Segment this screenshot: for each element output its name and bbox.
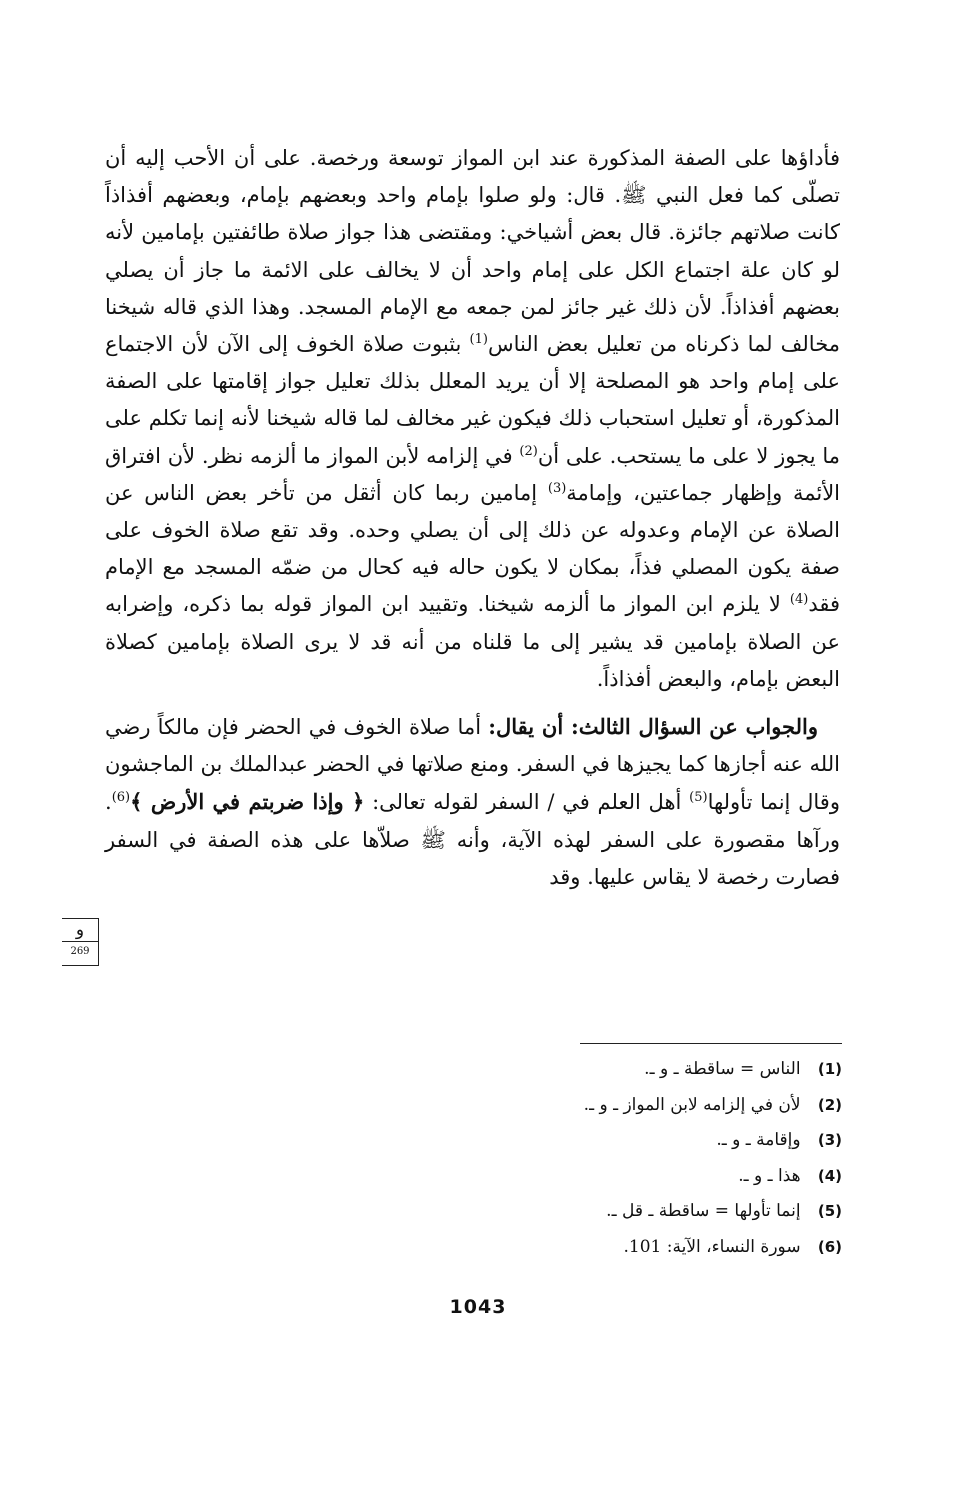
footnote-item (380, 1123, 842, 1159)
page-number: 1043 (449, 1296, 507, 1318)
footnote-ref-5[interactable]: (5) (689, 790, 708, 806)
paragraph-2 (105, 708, 840, 896)
manuscript-folio-marker (62, 918, 99, 966)
paragraph-1-text-c: في إلزامه لأبن المواز ما ألزمه نظر. لأن افتراق الأئمة وإظهار جماعتين، وإمامة (105, 443, 841, 505)
paragraph-1-text-e: لا يلزم ابن المواز ما ألزمه شيخنا. وتقييد ابن المواز قوله بما ذكره، وإضرابه عن الصلاة بإمامين قد يشير إلى ما قلناه من أنه قد لا يرى الصلاة بإمامين كصلاة البعض بإمام، والبعض أفذاذاً. (105, 592, 840, 691)
footnote-ref-1[interactable]: (1) (469, 332, 488, 348)
footnote-item (380, 1159, 842, 1195)
footnote-item (380, 1088, 842, 1124)
footnote-ref-6[interactable]: (6) (111, 790, 131, 806)
footnote-number: (2) (817, 1095, 842, 1114)
paragraph-2-text-a: أما صلاة الخوف في الحضر فإن مالكاً رضي الله عنه أجازها كما يجيزها في السفر. ومنع صلاتها في الحضر عبدالملك بن الماجشون وقال إنما تأولها (105, 715, 840, 815)
footnotes (380, 1052, 842, 1265)
paragraph-2-text-c: . ورآها مقصورة على السفر لهذه الآية، وأنه ﷺ صلاّها على هذه الصفة في السفر فصارت رخصة لا يقاس عليها. وقد (105, 790, 840, 889)
footnote-text: لأن في إلزامه لابن المواز ـ و ـ. (583, 1094, 801, 1115)
quran-quote: ﴿ وإذا ضربتم في الأرض ﴾ (130, 789, 365, 815)
paragraph-2-text-b: أهل العلم في / السفر لقوله تعالى: (364, 790, 690, 815)
main-text (105, 140, 840, 896)
footnote-text: إنما تأولها = ساقطة ـ قل ـ. (606, 1201, 801, 1221)
footnote-text: سورة النساء، الآية: 101. (623, 1236, 801, 1257)
footnote-ref-4[interactable]: (4) (789, 592, 809, 608)
footnote-text: هذا ـ و ـ. (738, 1165, 801, 1186)
folio-number: 269 (70, 946, 90, 957)
paragraph-1-text-b: بثبوت صلاة الخوف إلى الآن لأن الاجتماع على إمام واحد هو المصلحة إلا أن يريد المعلل بذلك تعليل جواز إقامتها على الصفة المذكورة، أو تعليل استحباب ذلك فيكون غير مخالف لما قاله شيخنا لأنه إنما تكلم على ما يجوز لا على ما يستحب. على أن (105, 332, 840, 468)
footnote-item (380, 1230, 842, 1266)
footnote-item (380, 1194, 842, 1230)
paragraph-1 (105, 140, 840, 698)
footnote-item (380, 1052, 842, 1088)
paragraph-1-text-a: فأداؤها على الصفة المذكورة عند ابن المواز توسعة ورخصة. على أن الأحب إليه أن تصلّى كما فعل النبي ﷺ. قال: ولو صلوا بإمام واحد وبعضهم بإمام، وبعضهم أفذاذاً كانت صلاتهم جائزة. قال بعض أشياخي: ومقتضى هذا جواز صلاة طائفتين بإمامين لأنه لو كان علة اجتماع الكل على إمام واحد أن لا يخالف على الائمة ما جاز أن يصلي بعضهم أفذاذاً. لأن ذلك غير جائز لمن جمعه مع الإمام المسجد. وهذا الذي قاله شيخنا مخالف لما ذكرناه من تعليل بعض الناس (105, 146, 841, 357)
footnote-number: (6) (817, 1237, 842, 1256)
footnote-number: (1) (817, 1060, 842, 1078)
footnote-number: (4) (817, 1166, 842, 1185)
footnote-text: وإقامة ـ و ـ. (716, 1130, 801, 1150)
footnote-ref-3[interactable]: (3) (547, 480, 567, 496)
footnote-ref-2[interactable]: (2) (519, 443, 538, 459)
footnote-text: الناس = ساقطة ـ و ـ. (644, 1059, 801, 1079)
folio-letter: و (62, 919, 98, 942)
footnote-number: (5) (817, 1202, 842, 1220)
footnote-separator (580, 1043, 842, 1044)
paragraph-1-text-d: إمامين ربما كان أثقل من تأخر بعض الناس عن الصلاة عن الإمام وعدوله عن ذلك إلى أن يصلي وحده. وقد تقع صلاة الخوف على صفة يكون المصلي فذاً، بمكان لا يكون حاله فيه كحال من ضمّه المسجد مع الإمام فقد (105, 480, 840, 617)
paragraph-2-lead: والجواب عن السؤال الثالث: أن يقال: (488, 714, 818, 740)
footnote-number: (3) (817, 1131, 842, 1149)
